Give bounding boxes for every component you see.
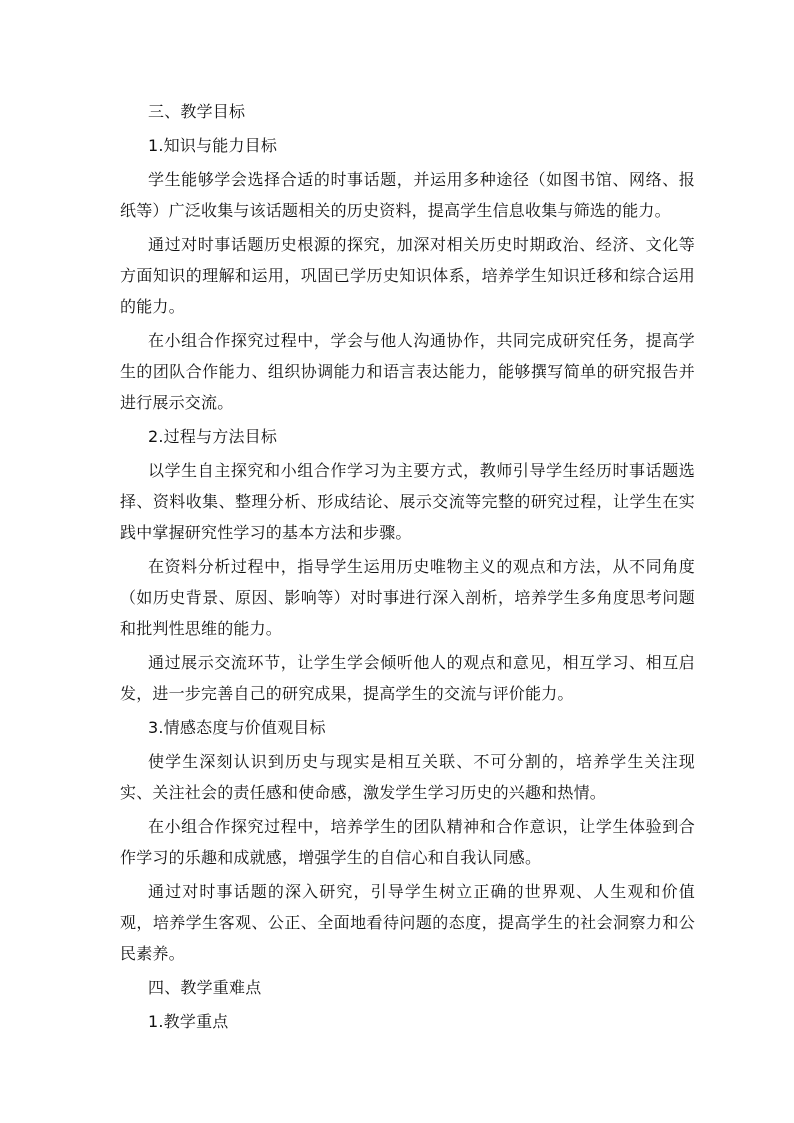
paragraph: 学生能够学会选择合适的时事话题，并运用多种途径（如图书馆、网络、报纸等）广泛收集与该话题相关的历史资料，提高学生信息收集与筛选的能力。 <box>120 170 695 220</box>
section-heading-key-difficult-points: 四、教学重难点 <box>148 978 262 997</box>
paragraph: 使学生深刻认识到历史与现实是相互关联、不可分割的，培养学生关注现实、关注社会的责任感和使命感，激发学生学习历史的兴趣和热情。 <box>120 752 695 802</box>
document-body <box>120 96 695 1040</box>
paragraph: 在小组合作探究过程中，学会与他人沟通协作，共同完成研究任务，提高学生的团队合作能力、组织协调能力和语言表达能力，能够撰写简单的研究报告并进行展示交流。 <box>120 331 695 412</box>
subheading-teaching-key-points: 1.教学重点 <box>148 1012 229 1031</box>
subheading-process-method: 2.过程与方法目标 <box>148 427 278 446</box>
section-heading-teaching-objectives: 三、教学目标 <box>148 102 246 121</box>
paragraph: 通过对时事话题历史根源的探究，加深对相关历史时期政治、经济、文化等方面知识的理解和运用，巩固已学历史知识体系，培养学生知识迁移和综合运用的能力。 <box>120 235 695 316</box>
paragraph: 以学生自主探究和小组合作学习为主要方式，教师引导学生经历时事话题选择、资料收集、整理分析、形成结论、展示交流等完整的研究过程，让学生在实践中掌握研究性学习的基本方法和步骤。 <box>120 461 695 542</box>
subheading-emotion-values: 3.情感态度与价值观目标 <box>148 718 326 737</box>
paragraph: 通过对时事话题的深入研究，引导学生树立正确的世界观、人生观和价值观，培养学生客观、公正、全面地看待问题的态度，提高学生的社会洞察力和公民素养。 <box>120 882 695 963</box>
paragraph: 在小组合作探究过程中，培养学生的团队精神和合作意识，让学生体验到合作学习的乐趣和成就感，增强学生的自信心和自我认同感。 <box>120 817 695 867</box>
paragraph: 通过展示交流环节，让学生学会倾听他人的观点和意见，相互学习、相互启发，进一步完善自己的研究成果，提高学生的交流与评价能力。 <box>120 653 695 703</box>
subheading-knowledge-ability: 1.知识与能力目标 <box>148 136 278 155</box>
paragraph: 在资料分析过程中，指导学生运用历史唯物主义的观点和方法，从不同角度（如历史背景、原因、影响等）对时事进行深入剖析，培养学生多角度思考问题和批判性思维的能力。 <box>120 557 695 638</box>
